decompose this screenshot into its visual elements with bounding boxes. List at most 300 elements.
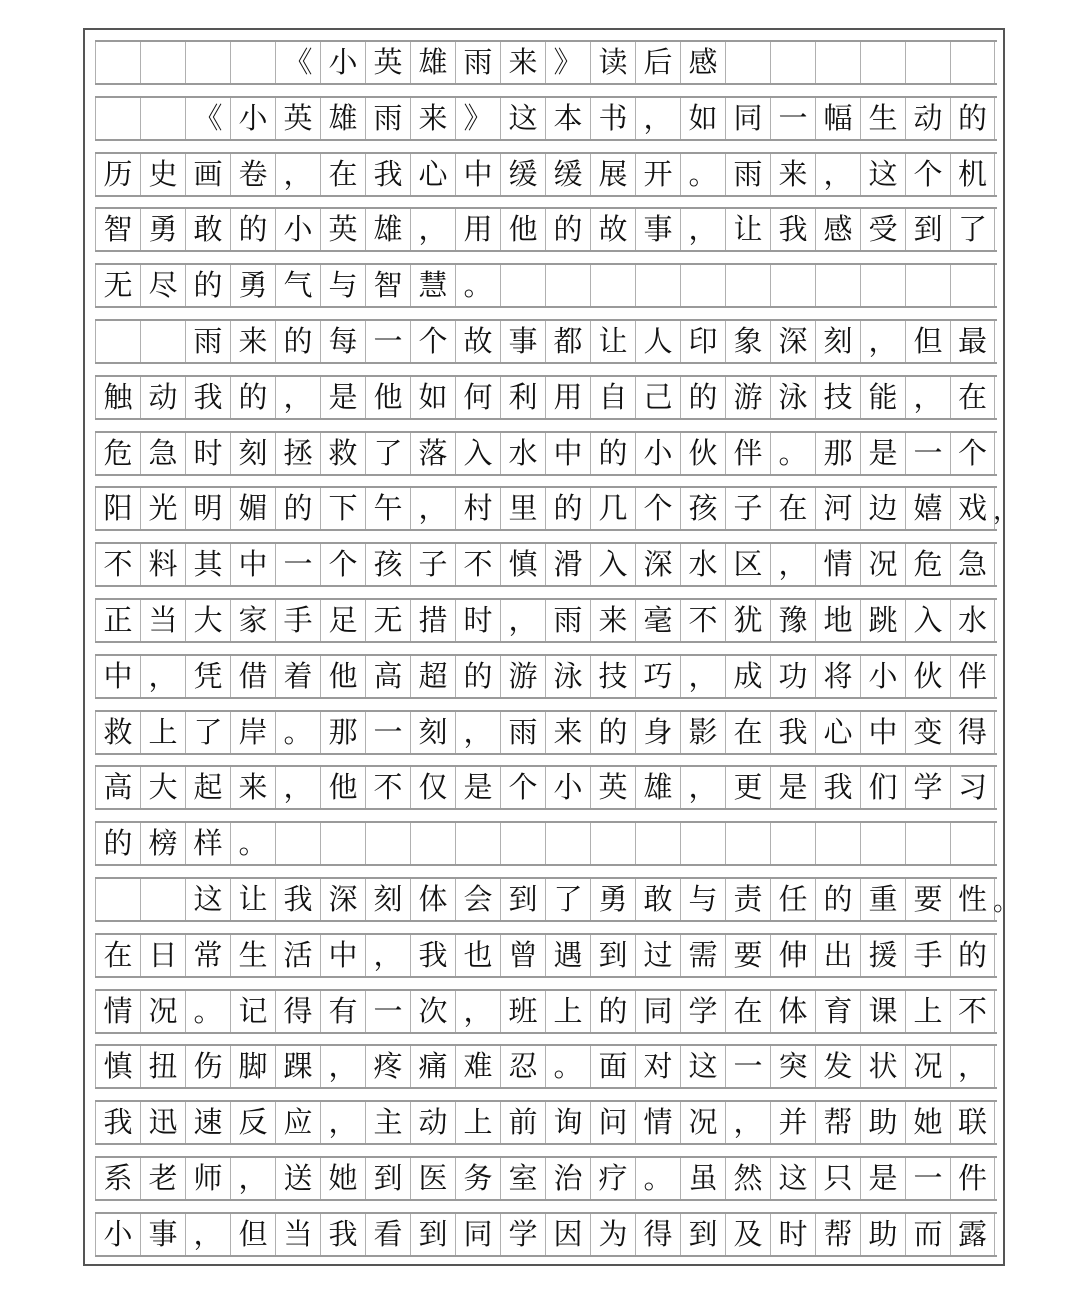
grid-cell: 当 bbox=[275, 1214, 320, 1255]
grid-cell: 我 bbox=[770, 209, 815, 250]
grid-cell: 上 bbox=[545, 991, 590, 1032]
grid-cell: 仅 bbox=[410, 767, 455, 808]
grid-cell: 我 bbox=[275, 879, 320, 920]
grid-cell: 治 bbox=[545, 1158, 590, 1199]
grid-cell: 学 bbox=[500, 1214, 545, 1255]
grid-cell: ， bbox=[455, 712, 500, 753]
grid-cell: ， bbox=[275, 154, 320, 195]
grid-cell: 滑 bbox=[545, 544, 590, 585]
grid-cell: 河 bbox=[815, 488, 860, 529]
grid-cell: 只 bbox=[815, 1158, 860, 1199]
grid-cell: 样 bbox=[185, 823, 230, 864]
grid-cell: ， bbox=[500, 600, 545, 641]
grid-cell: 常 bbox=[185, 935, 230, 976]
grid-cell: 大 bbox=[185, 600, 230, 641]
grid-cell: 这 bbox=[860, 154, 905, 195]
grid-cell: 敢 bbox=[185, 209, 230, 250]
grid-cell: 他 bbox=[500, 209, 545, 250]
grid-cell: 变 bbox=[905, 712, 950, 753]
grid-cell: 是 bbox=[770, 767, 815, 808]
grid-cell: 危 bbox=[95, 433, 140, 474]
grid-cell: 》 bbox=[455, 98, 500, 139]
grid-cell: ， bbox=[455, 991, 500, 1032]
grid-cell: 我 bbox=[815, 767, 860, 808]
text-row bbox=[95, 263, 997, 308]
grid-cell: 生 bbox=[230, 935, 275, 976]
grid-cell: 用 bbox=[455, 209, 500, 250]
grid-cell: ， bbox=[680, 656, 725, 697]
text-row bbox=[95, 542, 997, 587]
grid-cell: 勇 bbox=[590, 879, 635, 920]
grid-cell: 与 bbox=[680, 879, 725, 920]
grid-cell: 了 bbox=[185, 712, 230, 753]
grid-cell: 雄 bbox=[320, 98, 365, 139]
text-row bbox=[95, 431, 997, 476]
grid-cell: 需 bbox=[680, 935, 725, 976]
grid-cell: 缓 bbox=[545, 154, 590, 195]
grid-cell: 到 bbox=[905, 209, 950, 250]
grid-cell: 拯 bbox=[275, 433, 320, 474]
grid-cell: 课 bbox=[860, 991, 905, 1032]
grid-cell: 这 bbox=[185, 879, 230, 920]
grid-cell: 动 bbox=[140, 377, 185, 418]
grid-cell: 援 bbox=[860, 935, 905, 976]
grid-cell: 气 bbox=[275, 265, 320, 306]
grid-cell: 遇 bbox=[545, 935, 590, 976]
grid-cell bbox=[860, 265, 905, 306]
grid-cell: 。 bbox=[275, 712, 320, 753]
grid-cell: 开 bbox=[635, 154, 680, 195]
grid-cell: 入 bbox=[590, 544, 635, 585]
grid-cell: 们 bbox=[860, 767, 905, 808]
grid-cell: 的 bbox=[275, 321, 320, 362]
grid-cell: 利 bbox=[500, 377, 545, 418]
grid-cell: 个 bbox=[410, 321, 455, 362]
text-row bbox=[95, 1156, 997, 1201]
grid-cell: 然 bbox=[725, 1158, 770, 1199]
text-row bbox=[95, 152, 997, 197]
grid-cell: 的 bbox=[230, 377, 275, 418]
grid-cell: 发 bbox=[815, 1046, 860, 1087]
grid-cell bbox=[680, 823, 725, 864]
grid-cell: 犹 bbox=[725, 600, 770, 641]
grid-cell: 慎 bbox=[95, 1046, 140, 1087]
grid-cell: 有 bbox=[320, 991, 365, 1032]
text-row bbox=[95, 1044, 997, 1089]
grid-cell: 的 bbox=[455, 656, 500, 697]
grid-cell bbox=[860, 823, 905, 864]
grid-cell: 料 bbox=[140, 544, 185, 585]
grid-cell: 几 bbox=[590, 488, 635, 529]
grid-cell: 了 bbox=[545, 879, 590, 920]
grid-cell: 那 bbox=[320, 712, 365, 753]
grid-cell: 后 bbox=[635, 42, 680, 83]
grid-cell: ， bbox=[410, 488, 455, 529]
grid-cell: 手 bbox=[905, 935, 950, 976]
grid-cell: 的 bbox=[275, 488, 320, 529]
grid-cell: 习 bbox=[950, 767, 995, 808]
grid-cell: 生 bbox=[860, 98, 905, 139]
grid-cell: 起 bbox=[185, 767, 230, 808]
grid-cell bbox=[680, 265, 725, 306]
grid-cell bbox=[140, 321, 185, 362]
grid-cell: 中 bbox=[860, 712, 905, 753]
grid-cell: 师 bbox=[185, 1158, 230, 1199]
grid-cell: 时 bbox=[770, 1214, 815, 1255]
grid-cell: 体 bbox=[410, 879, 455, 920]
grid-cell: 老 bbox=[140, 1158, 185, 1199]
grid-cell: 况 bbox=[680, 1102, 725, 1143]
margin-punctuation: 。 bbox=[993, 887, 1020, 917]
grid-cell: 来 bbox=[410, 98, 455, 139]
grid-cell: 小 bbox=[635, 433, 680, 474]
grid-cell: 不 bbox=[680, 600, 725, 641]
grid-cell: 到 bbox=[680, 1214, 725, 1255]
grid-cell: 触 bbox=[95, 377, 140, 418]
grid-cell: ， bbox=[410, 209, 455, 250]
grid-cell: 明 bbox=[185, 488, 230, 529]
grid-cell: 如 bbox=[410, 377, 455, 418]
grid-cell: 水 bbox=[680, 544, 725, 585]
grid-cell: 因 bbox=[545, 1214, 590, 1255]
grid-cell: 这 bbox=[680, 1046, 725, 1087]
grid-cell: 我 bbox=[320, 1214, 365, 1255]
grid-cell: 也 bbox=[455, 935, 500, 976]
grid-cell: 帮 bbox=[815, 1102, 860, 1143]
grid-cell: 。 bbox=[185, 991, 230, 1032]
grid-cell: 最 bbox=[950, 321, 995, 362]
grid-cell bbox=[455, 823, 500, 864]
grid-cell bbox=[590, 823, 635, 864]
grid-cell: 务 bbox=[455, 1158, 500, 1199]
grid-cell: 光 bbox=[140, 488, 185, 529]
grid-cell: 。 bbox=[545, 1046, 590, 1087]
grid-cell bbox=[635, 265, 680, 306]
grid-cell: 在 bbox=[725, 991, 770, 1032]
grid-cell: 帮 bbox=[815, 1214, 860, 1255]
grid-cell: 这 bbox=[500, 98, 545, 139]
grid-cell: 超 bbox=[410, 656, 455, 697]
grid-cell: 在 bbox=[725, 712, 770, 753]
grid-cell: 区 bbox=[725, 544, 770, 585]
manuscript-paper bbox=[83, 28, 1020, 1266]
grid-cell: 慎 bbox=[500, 544, 545, 585]
margin-punctuation: ， bbox=[993, 496, 1020, 527]
grid-cell: 一 bbox=[365, 321, 410, 362]
grid-cell: 的 bbox=[230, 209, 275, 250]
grid-cell bbox=[140, 42, 185, 83]
grid-cell: 水 bbox=[500, 433, 545, 474]
grid-cell: 体 bbox=[770, 991, 815, 1032]
grid-cell: 要 bbox=[725, 935, 770, 976]
grid-cell: 本 bbox=[545, 98, 590, 139]
grid-cell: 雄 bbox=[410, 42, 455, 83]
grid-cell: 的 bbox=[950, 98, 995, 139]
grid-cell: 学 bbox=[905, 767, 950, 808]
grid-cell: 的 bbox=[680, 377, 725, 418]
grid-cell: 深 bbox=[320, 879, 365, 920]
grid-cell: 小 bbox=[230, 98, 275, 139]
grid-cell: 我 bbox=[185, 377, 230, 418]
grid-cell: 况 bbox=[905, 1046, 950, 1087]
grid-cell: 幅 bbox=[815, 98, 860, 139]
grid-cell: 事 bbox=[140, 1214, 185, 1255]
grid-cell: 了 bbox=[950, 209, 995, 250]
title-row bbox=[95, 40, 997, 85]
grid-cell: 助 bbox=[860, 1214, 905, 1255]
grid-cell: 雨 bbox=[365, 98, 410, 139]
grid-cell: 当 bbox=[140, 600, 185, 641]
text-row bbox=[95, 654, 997, 699]
grid-cell bbox=[770, 823, 815, 864]
text-row bbox=[95, 1100, 997, 1145]
grid-cell: 勇 bbox=[140, 209, 185, 250]
grid-cell: 敢 bbox=[635, 879, 680, 920]
text-row bbox=[95, 933, 997, 978]
grid-cell: 中 bbox=[230, 544, 275, 585]
grid-cell: 的 bbox=[95, 823, 140, 864]
grid-cell bbox=[545, 265, 590, 306]
grid-cell: 人 bbox=[635, 321, 680, 362]
grid-cell: 让 bbox=[230, 879, 275, 920]
text-row bbox=[95, 821, 997, 866]
grid-cell: 难 bbox=[455, 1046, 500, 1087]
grid-cell: 速 bbox=[185, 1102, 230, 1143]
grid-cell: 正 bbox=[95, 600, 140, 641]
grid-cell: 主 bbox=[365, 1102, 410, 1143]
grid-cell: 落 bbox=[410, 433, 455, 474]
grid-cell bbox=[860, 42, 905, 83]
grid-cell: 感 bbox=[680, 42, 725, 83]
grid-cell bbox=[95, 321, 140, 362]
grid-cell: 件 bbox=[950, 1158, 995, 1199]
grid-cell: 的 bbox=[545, 209, 590, 250]
grid-cell: 来 bbox=[590, 600, 635, 641]
grid-cell: 雨 bbox=[455, 42, 500, 83]
grid-cell: 历 bbox=[95, 154, 140, 195]
grid-cell: 一 bbox=[905, 1158, 950, 1199]
grid-cell: 个 bbox=[635, 488, 680, 529]
grid-cell: 更 bbox=[725, 767, 770, 808]
text-row bbox=[95, 319, 997, 364]
grid-cell: 一 bbox=[770, 98, 815, 139]
grid-cell: 联 bbox=[950, 1102, 995, 1143]
grid-cell: 雨 bbox=[725, 154, 770, 195]
grid-cell: 来 bbox=[770, 154, 815, 195]
grid-cell: 我 bbox=[95, 1102, 140, 1143]
grid-cell: 心 bbox=[815, 712, 860, 753]
grid-cell: 在 bbox=[950, 377, 995, 418]
grid-cell: 小 bbox=[275, 209, 320, 250]
grid-cell: 故 bbox=[455, 321, 500, 362]
grid-cell: 学 bbox=[680, 991, 725, 1032]
grid-cell bbox=[725, 265, 770, 306]
grid-cell: 刻 bbox=[815, 321, 860, 362]
grid-cell: 送 bbox=[275, 1158, 320, 1199]
grid-cell: 我 bbox=[365, 154, 410, 195]
grid-cell: 来 bbox=[545, 712, 590, 753]
grid-cell: 看 bbox=[365, 1214, 410, 1255]
text-row bbox=[95, 598, 997, 643]
grid-cell: 脚 bbox=[230, 1046, 275, 1087]
grid-cell: 戏 bbox=[950, 488, 995, 529]
grid-cell: ， bbox=[185, 1214, 230, 1255]
grid-cell bbox=[320, 823, 365, 864]
grid-cell: 危 bbox=[905, 544, 950, 585]
grid-cell: 痛 bbox=[410, 1046, 455, 1087]
grid-cell: 技 bbox=[590, 656, 635, 697]
grid-cell: 机 bbox=[950, 154, 995, 195]
grid-cell: 伙 bbox=[905, 656, 950, 697]
grid-cell: 措 bbox=[410, 600, 455, 641]
grid-cell: 的 bbox=[815, 879, 860, 920]
grid-cell: 在 bbox=[320, 154, 365, 195]
grid-cell: ， bbox=[635, 98, 680, 139]
grid-cell: 中 bbox=[95, 656, 140, 697]
grid-cell: 刻 bbox=[410, 712, 455, 753]
grid-cell: 一 bbox=[725, 1046, 770, 1087]
grid-cell: 是 bbox=[455, 767, 500, 808]
grid-cell: 时 bbox=[455, 600, 500, 641]
grid-cell: 小 bbox=[545, 767, 590, 808]
grid-cell: 突 bbox=[770, 1046, 815, 1087]
grid-cell: 在 bbox=[95, 935, 140, 976]
grid-cell: ， bbox=[320, 1046, 365, 1087]
grid-cell: 的 bbox=[590, 712, 635, 753]
grid-cell bbox=[365, 823, 410, 864]
grid-cell: 日 bbox=[140, 935, 185, 976]
grid-cell: 伴 bbox=[950, 656, 995, 697]
grid-cell: 孩 bbox=[365, 544, 410, 585]
grid-cell: 功 bbox=[770, 656, 815, 697]
grid-cell: 水 bbox=[950, 600, 995, 641]
grid-cell bbox=[185, 42, 230, 83]
grid-cell: 故 bbox=[590, 209, 635, 250]
grid-cell: ， bbox=[320, 1102, 365, 1143]
grid-cell bbox=[950, 823, 995, 864]
grid-cell: ， bbox=[230, 1158, 275, 1199]
grid-cell: 不 bbox=[365, 767, 410, 808]
grid-cell: 嬉 bbox=[905, 488, 950, 529]
grid-cell: 在 bbox=[770, 488, 815, 529]
grid-cell: 情 bbox=[815, 544, 860, 585]
grid-cell: 伤 bbox=[185, 1046, 230, 1087]
grid-cell: 边 bbox=[860, 488, 905, 529]
grid-cell: 伴 bbox=[725, 433, 770, 474]
grid-cell: 影 bbox=[680, 712, 725, 753]
text-row bbox=[95, 96, 997, 141]
grid-cell: ， bbox=[770, 544, 815, 585]
grid-cell: ， bbox=[680, 767, 725, 808]
grid-cell: 尽 bbox=[140, 265, 185, 306]
grid-cell bbox=[905, 265, 950, 306]
grid-cell: 不 bbox=[95, 544, 140, 585]
grid-cell: 。 bbox=[680, 154, 725, 195]
grid-cell: 状 bbox=[860, 1046, 905, 1087]
grid-cell: 反 bbox=[230, 1102, 275, 1143]
grid-cell: 事 bbox=[635, 209, 680, 250]
grid-cell: 到 bbox=[410, 1214, 455, 1255]
grid-cell: 成 bbox=[725, 656, 770, 697]
grid-cell: 那 bbox=[815, 433, 860, 474]
grid-cell: 任 bbox=[770, 879, 815, 920]
grid-cell: 跳 bbox=[860, 600, 905, 641]
grid-cell: 了 bbox=[365, 433, 410, 474]
grid-cell: 来 bbox=[230, 767, 275, 808]
grid-cell bbox=[500, 265, 545, 306]
grid-cell: 小 bbox=[95, 1214, 140, 1255]
grid-cell bbox=[140, 98, 185, 139]
grid-cell: 我 bbox=[770, 712, 815, 753]
grid-cell: 技 bbox=[815, 377, 860, 418]
grid-cell: 同 bbox=[635, 991, 680, 1032]
grid-cell: 是 bbox=[320, 377, 365, 418]
grid-cell: 来 bbox=[230, 321, 275, 362]
grid-cell: 雄 bbox=[635, 767, 680, 808]
grid-cell: 下 bbox=[320, 488, 365, 529]
grid-cell: 手 bbox=[275, 600, 320, 641]
grid-cell: 活 bbox=[275, 935, 320, 976]
grid-cell: 《 bbox=[275, 42, 320, 83]
text-row bbox=[95, 710, 997, 755]
grid-cell: 得 bbox=[635, 1214, 680, 1255]
grid-cell: 过 bbox=[635, 935, 680, 976]
grid-cell bbox=[275, 823, 320, 864]
grid-cell: 小 bbox=[860, 656, 905, 697]
grid-cell: 会 bbox=[455, 879, 500, 920]
grid-cell: 育 bbox=[815, 991, 860, 1032]
grid-cell: 情 bbox=[95, 991, 140, 1032]
grid-cell: 雨 bbox=[545, 600, 590, 641]
text-row bbox=[95, 877, 1020, 922]
grid-cell: 他 bbox=[365, 377, 410, 418]
text-row bbox=[95, 765, 997, 810]
grid-cell: 重 bbox=[860, 879, 905, 920]
grid-cell: 《 bbox=[185, 98, 230, 139]
grid-cell: 。 bbox=[635, 1158, 680, 1199]
grid-cell: 深 bbox=[635, 544, 680, 585]
grid-cell: 一 bbox=[905, 433, 950, 474]
grid-cell: 情 bbox=[635, 1102, 680, 1143]
grid-cell bbox=[815, 265, 860, 306]
grid-cell: 缓 bbox=[500, 154, 545, 195]
grid-cell: 其 bbox=[185, 544, 230, 585]
grid-cell: 高 bbox=[365, 656, 410, 697]
grid-cell: ， bbox=[860, 321, 905, 362]
text-row bbox=[95, 207, 997, 252]
grid-cell: 能 bbox=[860, 377, 905, 418]
text-row bbox=[95, 375, 997, 420]
grid-cell: 榜 bbox=[140, 823, 185, 864]
grid-cell: 何 bbox=[455, 377, 500, 418]
grid-cell: 用 bbox=[545, 377, 590, 418]
grid-cell: 岸 bbox=[230, 712, 275, 753]
grid-cell bbox=[725, 823, 770, 864]
grid-cell: ， bbox=[905, 377, 950, 418]
grid-cell: ， bbox=[725, 1102, 770, 1143]
grid-cell: 伸 bbox=[770, 935, 815, 976]
grid-cell: 不 bbox=[455, 544, 500, 585]
grid-cell: ， bbox=[950, 1046, 995, 1087]
grid-cell: 并 bbox=[770, 1102, 815, 1143]
grid-cell bbox=[140, 879, 185, 920]
grid-cell: 动 bbox=[905, 98, 950, 139]
grid-cell: 况 bbox=[140, 991, 185, 1032]
grid-cell: 助 bbox=[860, 1102, 905, 1143]
grid-cell: 伙 bbox=[680, 433, 725, 474]
grid-cell: 与 bbox=[320, 265, 365, 306]
grid-cell: 毫 bbox=[635, 600, 680, 641]
